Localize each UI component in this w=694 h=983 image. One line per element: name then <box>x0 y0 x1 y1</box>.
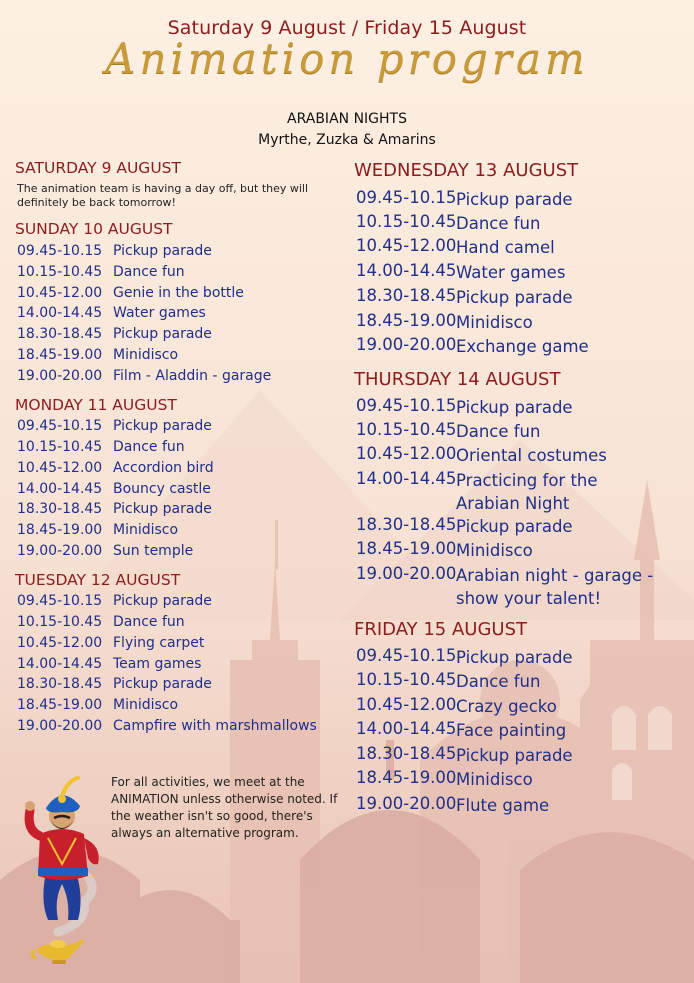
activity: Minidisco <box>113 697 179 713</box>
hosts: Myrthe, Zuzka & Amarins <box>258 132 436 148</box>
activity: Pickup parade <box>113 501 212 517</box>
activity: Pickup parade <box>113 326 212 342</box>
genie-illustration <box>18 772 113 937</box>
time: 19.00-20.00 <box>17 718 103 734</box>
program-title: Animation program <box>105 34 589 83</box>
activity: Pickup parade <box>456 648 573 667</box>
day-title-tuesday: TUESDAY 12 AUGUST <box>15 571 181 589</box>
activity: Pickup parade <box>113 676 212 692</box>
time: 19.00-20.00 <box>356 335 457 354</box>
time: 19.00-20.00 <box>356 794 457 813</box>
activity: Pickup parade <box>456 398 573 417</box>
activity: Sun temple <box>113 543 194 559</box>
time: 18.30-18.45 <box>17 676 103 692</box>
time: 18.45-19.00 <box>356 311 457 330</box>
time: 09.45-10.15 <box>356 396 457 415</box>
day-title-friday: FRIDAY 15 AUGUST <box>354 619 528 640</box>
footer-note-line: ANIMATION unless otherwise noted. If <box>111 792 338 806</box>
activity: Pickup parade <box>113 593 212 609</box>
time: 10.15-10.45 <box>17 614 103 630</box>
day-title-wednesday: WEDNESDAY 13 AUGUST <box>354 160 579 181</box>
activity: Dance fun <box>456 422 541 441</box>
activity: Campfire with marshmallows <box>113 718 317 734</box>
activity: Accordion bird <box>113 460 214 476</box>
time: 09.45-10.15 <box>356 188 457 207</box>
activity: Dance fun <box>113 439 185 455</box>
activity: Flute game <box>456 796 550 815</box>
activity: Pickup parade <box>456 288 573 307</box>
footer-note-line: For all activities, we meet at the <box>111 775 305 789</box>
time: 18.45-19.00 <box>356 539 457 558</box>
time: 14.00-14.45 <box>17 305 103 321</box>
saturday-note-line-2: definitely be back tomorrow! <box>17 196 176 209</box>
day-title-monday: MONDAY 11 AUGUST <box>15 396 177 414</box>
activity: Pickup parade <box>456 190 573 209</box>
time: 18.45-19.00 <box>17 522 103 538</box>
time: 10.45-12.00 <box>17 285 103 301</box>
time: 10.45-12.00 <box>356 695 457 714</box>
time: 18.30-18.45 <box>356 515 457 534</box>
footer-note-line: the weather isn't so good, there's <box>111 809 313 823</box>
activity: Pickup parade <box>456 746 573 765</box>
time: 18.45-19.00 <box>356 768 457 787</box>
activity: Minidisco <box>456 541 533 560</box>
time: 09.45-10.15 <box>356 646 457 665</box>
activity: Arabian night - garage - show your talent! <box>456 566 654 608</box>
time: 19.00-20.00 <box>17 543 103 559</box>
activity: Minidisco <box>113 347 179 363</box>
time: 10.45-12.00 <box>356 236 457 255</box>
time: 10.15-10.45 <box>356 420 457 439</box>
time: 10.15-10.45 <box>17 439 103 455</box>
activity: Dance fun <box>113 614 185 630</box>
activity: Minidisco <box>456 313 533 332</box>
time: 14.00-14.45 <box>17 656 103 672</box>
activity: Exchange game <box>456 337 589 356</box>
activity: Film - Aladdin - garage <box>113 368 272 384</box>
time: 10.45-12.00 <box>17 460 103 476</box>
activity: Dance fun <box>113 264 185 280</box>
theme-title: ARABIAN NIGHTS <box>287 111 407 127</box>
activity: Minidisco <box>456 770 533 789</box>
activity: Dance fun <box>456 672 541 691</box>
activity: Practicing for the Arabian Night <box>456 471 598 513</box>
activity: Hand camel <box>456 238 555 257</box>
footer-note-line: always an alternative program. <box>111 826 299 840</box>
time: 14.00-14.45 <box>356 719 457 738</box>
time: 18.45-19.00 <box>17 697 103 713</box>
activity: Pickup parade <box>113 418 212 434</box>
magic-lamp-icon <box>30 932 92 966</box>
activity: Face painting <box>456 721 567 740</box>
day-title-sunday: SUNDAY 10 AUGUST <box>15 220 173 238</box>
time: 10.15-10.45 <box>356 670 457 689</box>
activity: Pickup parade <box>456 517 573 536</box>
time: 09.45-10.15 <box>17 418 103 434</box>
time: 10.45-12.00 <box>356 444 457 463</box>
time: 19.00-20.00 <box>356 564 457 583</box>
time: 10.45-12.00 <box>17 635 103 651</box>
activity: Water games <box>113 305 206 321</box>
time: 14.00-14.45 <box>356 469 457 488</box>
activity: Oriental costumes <box>456 446 607 465</box>
time: 18.45-19.00 <box>17 347 103 363</box>
time: 18.30-18.45 <box>17 501 103 517</box>
day-title-saturday: SATURDAY 9 AUGUST <box>15 159 181 177</box>
day-title-thursday: THURSDAY 14 AUGUST <box>354 369 561 390</box>
time: 09.45-10.15 <box>17 593 103 609</box>
activity: Flying carpet <box>113 635 205 651</box>
activity: Bouncy castle <box>113 481 211 497</box>
time: 10.15-10.45 <box>356 212 457 231</box>
activity: Pickup parade <box>113 243 212 259</box>
activity: Dance fun <box>456 214 541 233</box>
time: 10.15-10.45 <box>17 264 103 280</box>
activity: Team games <box>113 656 202 672</box>
activity: Genie in the bottle <box>113 285 244 301</box>
activity: Minidisco <box>113 522 179 538</box>
time: 14.00-14.45 <box>17 481 103 497</box>
saturday-note-line-1: The animation team is having a day off, but they will <box>17 182 309 195</box>
footer-note <box>111 774 341 842</box>
time: 09.45-10.15 <box>17 243 103 259</box>
time: 18.30-18.45 <box>17 326 103 342</box>
time: 14.00-14.45 <box>356 261 457 280</box>
activity: Crazy gecko <box>456 697 557 716</box>
program-dates: Saturday 9 August / Friday 15 August <box>167 17 527 39</box>
time: 18.30-18.45 <box>356 286 457 305</box>
time: 18.30-18.45 <box>356 744 457 763</box>
time: 19.00-20.00 <box>17 368 103 384</box>
activity: Water games <box>456 263 566 282</box>
